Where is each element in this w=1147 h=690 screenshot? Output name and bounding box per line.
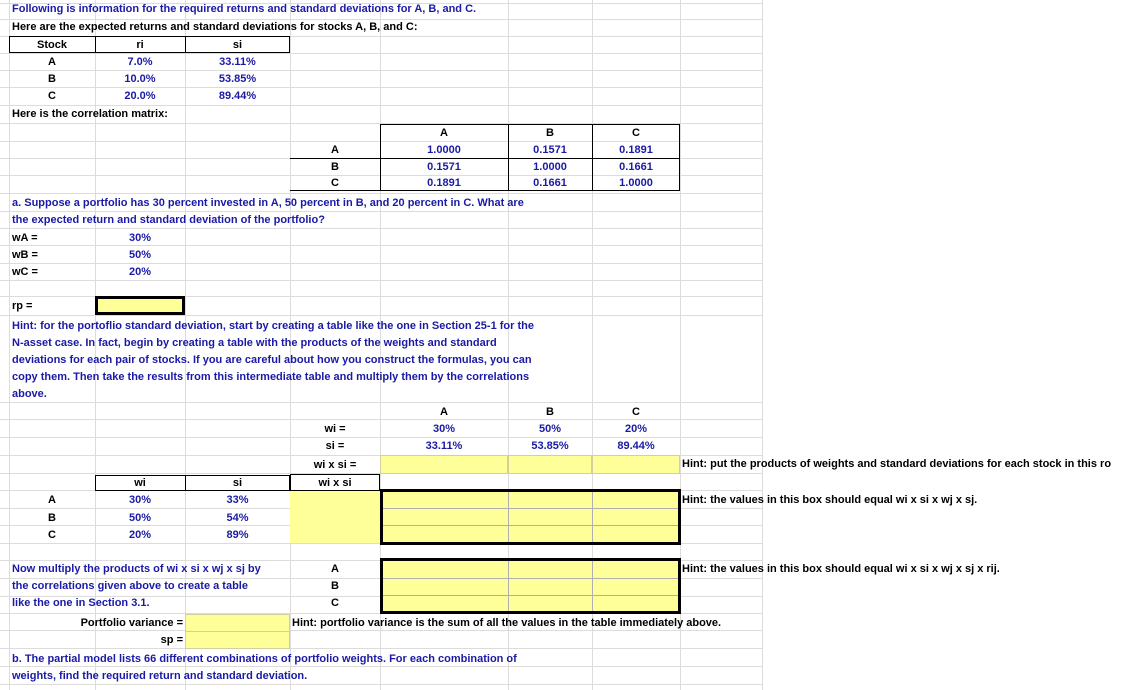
wi-value: 50% — [538, 423, 562, 435]
wi-cell: 20% — [128, 529, 152, 541]
corr-value: 1.0000 — [533, 161, 567, 173]
weight-value: 50% — [128, 249, 152, 261]
corr-row-label: C — [331, 177, 339, 189]
rp-input[interactable] — [95, 296, 185, 315]
wi-value: 30% — [432, 423, 456, 435]
box2-row-label: C — [331, 597, 339, 609]
box2-weighted-correlations[interactable] — [380, 558, 681, 614]
stock-sd: 89.44% — [218, 90, 257, 102]
wisi-header-cell — [290, 474, 380, 491]
stock-return: 7.0% — [127, 56, 153, 68]
weight-label: wB = — [12, 249, 38, 261]
corr-row-label: B — [331, 161, 339, 173]
stock-label: B — [48, 73, 56, 85]
hint-line: above. — [12, 388, 47, 400]
wi-value: 20% — [624, 423, 648, 435]
weight-value: 30% — [128, 232, 152, 244]
wi-cell: 50% — [128, 512, 152, 524]
corr-value: 0.1661 — [619, 161, 653, 173]
corr-value: 0.1891 — [427, 177, 461, 189]
hint-line: N-asset case. In fact, begin by creating a table with the products of the weights and standard — [12, 337, 497, 349]
wisi-header: wi x si — [318, 477, 352, 489]
variance-hint: Hint: portfolio variance is the sum of all the values in the table immediately above. — [292, 617, 722, 629]
intro-line-1: Following is information for the required returns and standard deviations for A, B, and C. — [12, 3, 477, 15]
stock-return: 20.0% — [124, 90, 156, 102]
weight-label: wA = — [12, 232, 38, 244]
row-label: A — [48, 494, 56, 506]
si-cell: 54% — [226, 512, 249, 524]
stock-header: Stock — [37, 39, 67, 51]
hint-products: Hint: put the products of weights and standard deviations for each stock in this ro — [682, 458, 1112, 470]
weight-value: 20% — [128, 266, 152, 278]
portfolio-variance-input[interactable] — [185, 614, 290, 632]
portfolio-variance-label: Portfolio variance = — [80, 617, 183, 629]
ri-header: ri — [136, 39, 144, 51]
row-label: B — [48, 512, 56, 524]
ws-col-header: B — [546, 406, 554, 418]
corr-value: 1.0000 — [427, 144, 461, 156]
intro-line-2: Here are the expected returns and standard deviations for stocks A, B, and C: — [12, 21, 418, 33]
corr-col-header: C — [632, 127, 640, 139]
wisi-label: wi x si = — [313, 459, 357, 471]
corr-value: 0.1571 — [533, 144, 567, 156]
part-a-question-2: the expected return and standard deviation of the portfolio? — [12, 214, 325, 226]
si-cell: 89% — [226, 529, 249, 541]
wi-label: wi = — [324, 423, 346, 435]
wi-cell: 30% — [128, 494, 152, 506]
wisi-column-inputs[interactable] — [290, 491, 380, 543]
stock-sd: 33.11% — [219, 56, 256, 68]
wi-col-header: wi — [134, 477, 146, 489]
corr-row-label: A — [331, 144, 339, 156]
sp-input[interactable] — [185, 631, 290, 649]
box2-row-label: A — [331, 563, 339, 575]
part-a-question-1: a. Suppose a portfolio has 30 percent invested in A, 50 percent in B, and 20 percent in C. What are — [12, 197, 524, 209]
stock-return: 10.0% — [124, 73, 156, 85]
hint-box1: Hint: the values in this box should equal wi x si x wj x sj. — [682, 494, 978, 506]
stock-label: A — [48, 56, 56, 68]
si-value: 33.11% — [425, 440, 463, 452]
part-b-line: weights, find the required return and standard deviation. — [12, 670, 308, 682]
si-cell: 33% — [226, 494, 249, 506]
stock-sd: 53.85% — [218, 73, 257, 85]
si-label: si = — [325, 440, 345, 452]
corr-value: 0.1661 — [533, 177, 567, 189]
stock-label: C — [48, 90, 56, 102]
multiply-line: like the one in Section 3.1. — [12, 597, 150, 609]
part-b-line: b. The partial model lists 66 different combinations of portfolio weights. For each combination of — [12, 653, 517, 665]
si-value: 53.85% — [531, 440, 569, 452]
hint-box2: Hint: the values in this box should equal wi x si x wj x sj x rij. — [682, 563, 1000, 575]
weight-label: wC = — [12, 266, 38, 278]
multiply-line: the correlations given above to create a table — [12, 580, 248, 592]
si-value: 89.44% — [617, 440, 655, 452]
sp-label: sp = — [160, 634, 183, 646]
product-cell-c[interactable] — [592, 455, 680, 474]
corr-value: 0.1571 — [427, 161, 461, 173]
correlation-title: Here is the correlation matrix: — [12, 108, 168, 120]
box2-row-label: B — [331, 580, 339, 592]
corr-value: 0.1891 — [619, 144, 653, 156]
hint-line: copy them. Then take the results from this intermediate table and multiply them by the correlations — [12, 371, 530, 383]
hint-line: deviations for each pair of stocks. If you are careful about how you construct the formulas, you can — [12, 354, 532, 366]
si-col-header: si — [232, 477, 243, 489]
row-label: C — [48, 529, 56, 541]
rp-label: rp = — [12, 300, 33, 312]
corr-col-header: B — [546, 127, 554, 139]
hint-line: Hint: for the portoflio standard deviation, start by creating a table like the one in Section 25-1 for the — [12, 320, 534, 332]
corr-col-header: A — [440, 127, 448, 139]
si-header: si — [232, 39, 243, 51]
product-cell-b[interactable] — [508, 455, 592, 474]
ws-col-header: A — [440, 406, 448, 418]
ws-col-header: C — [632, 406, 640, 418]
box1-cross-products[interactable] — [380, 489, 681, 545]
multiply-line: Now multiply the products of wi x si x wj x sj by — [12, 563, 261, 575]
product-cell-a[interactable] — [380, 455, 508, 474]
corr-value: 1.0000 — [619, 177, 653, 189]
